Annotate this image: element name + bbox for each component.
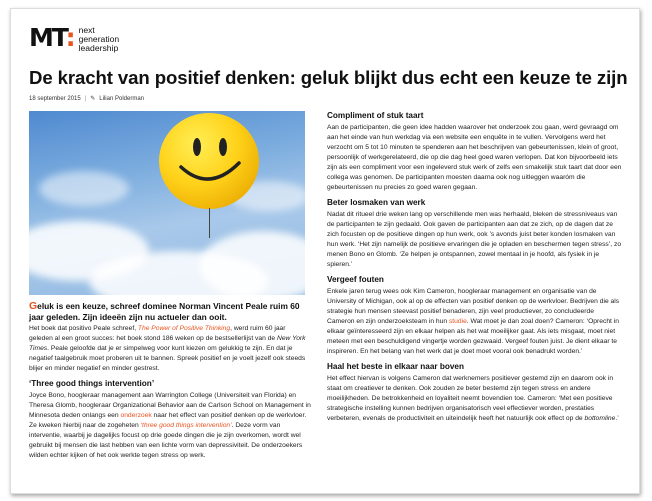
studie-link[interactable]: studie bbox=[448, 318, 467, 325]
hero-image bbox=[29, 111, 305, 295]
right-column bbox=[327, 111, 623, 426]
section-heading: Compliment of stuk taart bbox=[327, 111, 424, 120]
book-link[interactable]: The Power of Positive Thinking bbox=[137, 325, 231, 332]
logo-text: next generation leadership bbox=[78, 25, 120, 53]
section-heading: Haal het beste in elkaar naar boven bbox=[327, 362, 464, 371]
smiley-balloon bbox=[159, 113, 259, 209]
section-paragraph: Het effect hiervan is volgens Cameron dat werknemers positiever gestemd zijn en daarom ook in staat om creatiever te denken. Ook zouden ze beter bestemd zijn tegen stress en andere moeilijkheden. De betrokkenheid en loyaliteit neemt bovendien toe. Cameron: ‘Met een positieve strategische instelling kunnen bedrijven organisatorisch veel effectiever worden, prestaties verbeteren, evenals de productiviteit en uiteindelijk heeft het natuurlijk ook effect op de bottomline.’ bbox=[327, 375, 619, 422]
site-logo[interactable] bbox=[29, 25, 119, 53]
onderzoek-link[interactable]: onderzoek bbox=[120, 412, 152, 419]
section-paragraph: Enkele jaren terug wees ook Kim Cameron, hoogleraar management en organisatie van de University of Michigan, ook al op de effecten van positief denken op de werkvloer. Bedrijven die als strategie hun mensen steevast positief benaderen, zijn veel productiever, zo concludeerde Cameron en zijn onderzoeksteam in hun studie. Wat moet je dan zoal doen? Cameron: ‘Oprecht in elkaar geïnteresseerd zijn en elkaar helpen als het wat moeilijker gaat. Als iets misgaat, moet niet meteen met een beschuldigend vingertje worden gezwaaid. Vergeef fouten juist. Je dient elkaar te inspireren. En het belang van het werk dat je doet moet vooral ook benadrukt worden.’ bbox=[327, 288, 620, 355]
pencil-icon: ✎ bbox=[90, 96, 96, 102]
article-title: De kracht van positief denken: geluk blijkt dus echt een keuze te zijn bbox=[29, 67, 628, 88]
section-heading: Vergeef fouten bbox=[327, 275, 384, 284]
section-paragraph: Nadat dit ritueel drie weken lang op verschillende men was herhaald, bleken de stressniveaus van de participanten te zijn gedaald. Ook gaven de participanten aan dat ze zich, op de dagen dat ze zich focusten op de positieve dingen op hun werk, ook ’s avonds juist beter konden losmaken van hun werk. ‘Het zijn namelijk de positieve ervaringen die je opladen en beschermen tegen stress’, zo menen Bono en Glomb. ‘Ze helpen je ontspannen, zowel mentaal in je hoofd, als fysiek in je spieren.’ bbox=[327, 211, 622, 268]
article-meta: 18 september 2015 | ✎ Lilian Polderman bbox=[29, 95, 144, 102]
logo-mark: MT: bbox=[29, 23, 74, 52]
intervention-link[interactable]: ‘three good things intervention’ bbox=[140, 422, 232, 429]
article-date: 18 september 2015 bbox=[29, 95, 81, 102]
section-paragraph: Joyce Bono, hoogleraar management aan Warrington College (Universiteit van Florida) en Theresa Glomb, hoogleraar Organizational Behavior aan de Carlson School on Management in Minnesota deden onlangs een onderzoek naar het effect van positief denken op de werkvloer. Ze kweken hierbij naar de zogeheten ‘three good things intervention’. Deze vorm van interventie, waarbij je dagelijks focust op drie goede dingen die je zijn overkomen, wordt wel gebruikt bij mensen die last hebben van een lichte vorm van depressiviteit. De onderzoekers wilden echter kijken of het ook werkte tegen stress op werk. bbox=[29, 392, 311, 459]
section-heading: Beter losmaken van werk bbox=[327, 198, 426, 207]
intro-paragraph: Het boek dat positivo Peale schreef, The Power of Positive Thinking, werd ruim 60 jaar geleden al een groot succes: het boek stond 186 weken op de bestsellerlijst van de New York Times. Peale geloofde dat je er simpelweg voor kunt kiezen om gelukkig te zijn. En dat je negatief taalgebruik moet proberen uit te bannen. Spreek positief en je voelt jezelf ook steeds blijer en minder negatief en minder gestrest. bbox=[29, 325, 306, 372]
section-paragraph: Aan de participanten, die geen idee hadden waarover het onderzoek zou gaan, werd gevraagd om aan het einde van hun werkdag via een website een enquête in te vullen. Vervolgens werd het verzocht om 5 tot 10 minuten te spenderen aan het beschrijven van gebeurtenissen, klein of groot, persoonlijk of werkgerelateerd, die op die dag heel goed waren verlopen. Dat kon bijvoorbeeld iets zijn als een compliment voor een ingeleverd stuk werk of zelfs een smakelijk stuk taart dat door een collega was genomen. De participanten moesten daarna ook nog uitleggen waaróm die gebeurtenissen nu precies zo goed waren gegaan. bbox=[327, 124, 622, 191]
lead-paragraph: Geluk is een keuze, schreef dominee Norman Vincent Peale ruim 60 jaar geleden. Zijn ideeën zijn nu actueler dan ooit. bbox=[29, 300, 300, 322]
article-author[interactable]: Lilian Polderman bbox=[99, 95, 144, 102]
left-column bbox=[29, 301, 311, 463]
section-heading: ‘Three good things intervention’ bbox=[29, 379, 155, 388]
article-page bbox=[10, 8, 640, 494]
